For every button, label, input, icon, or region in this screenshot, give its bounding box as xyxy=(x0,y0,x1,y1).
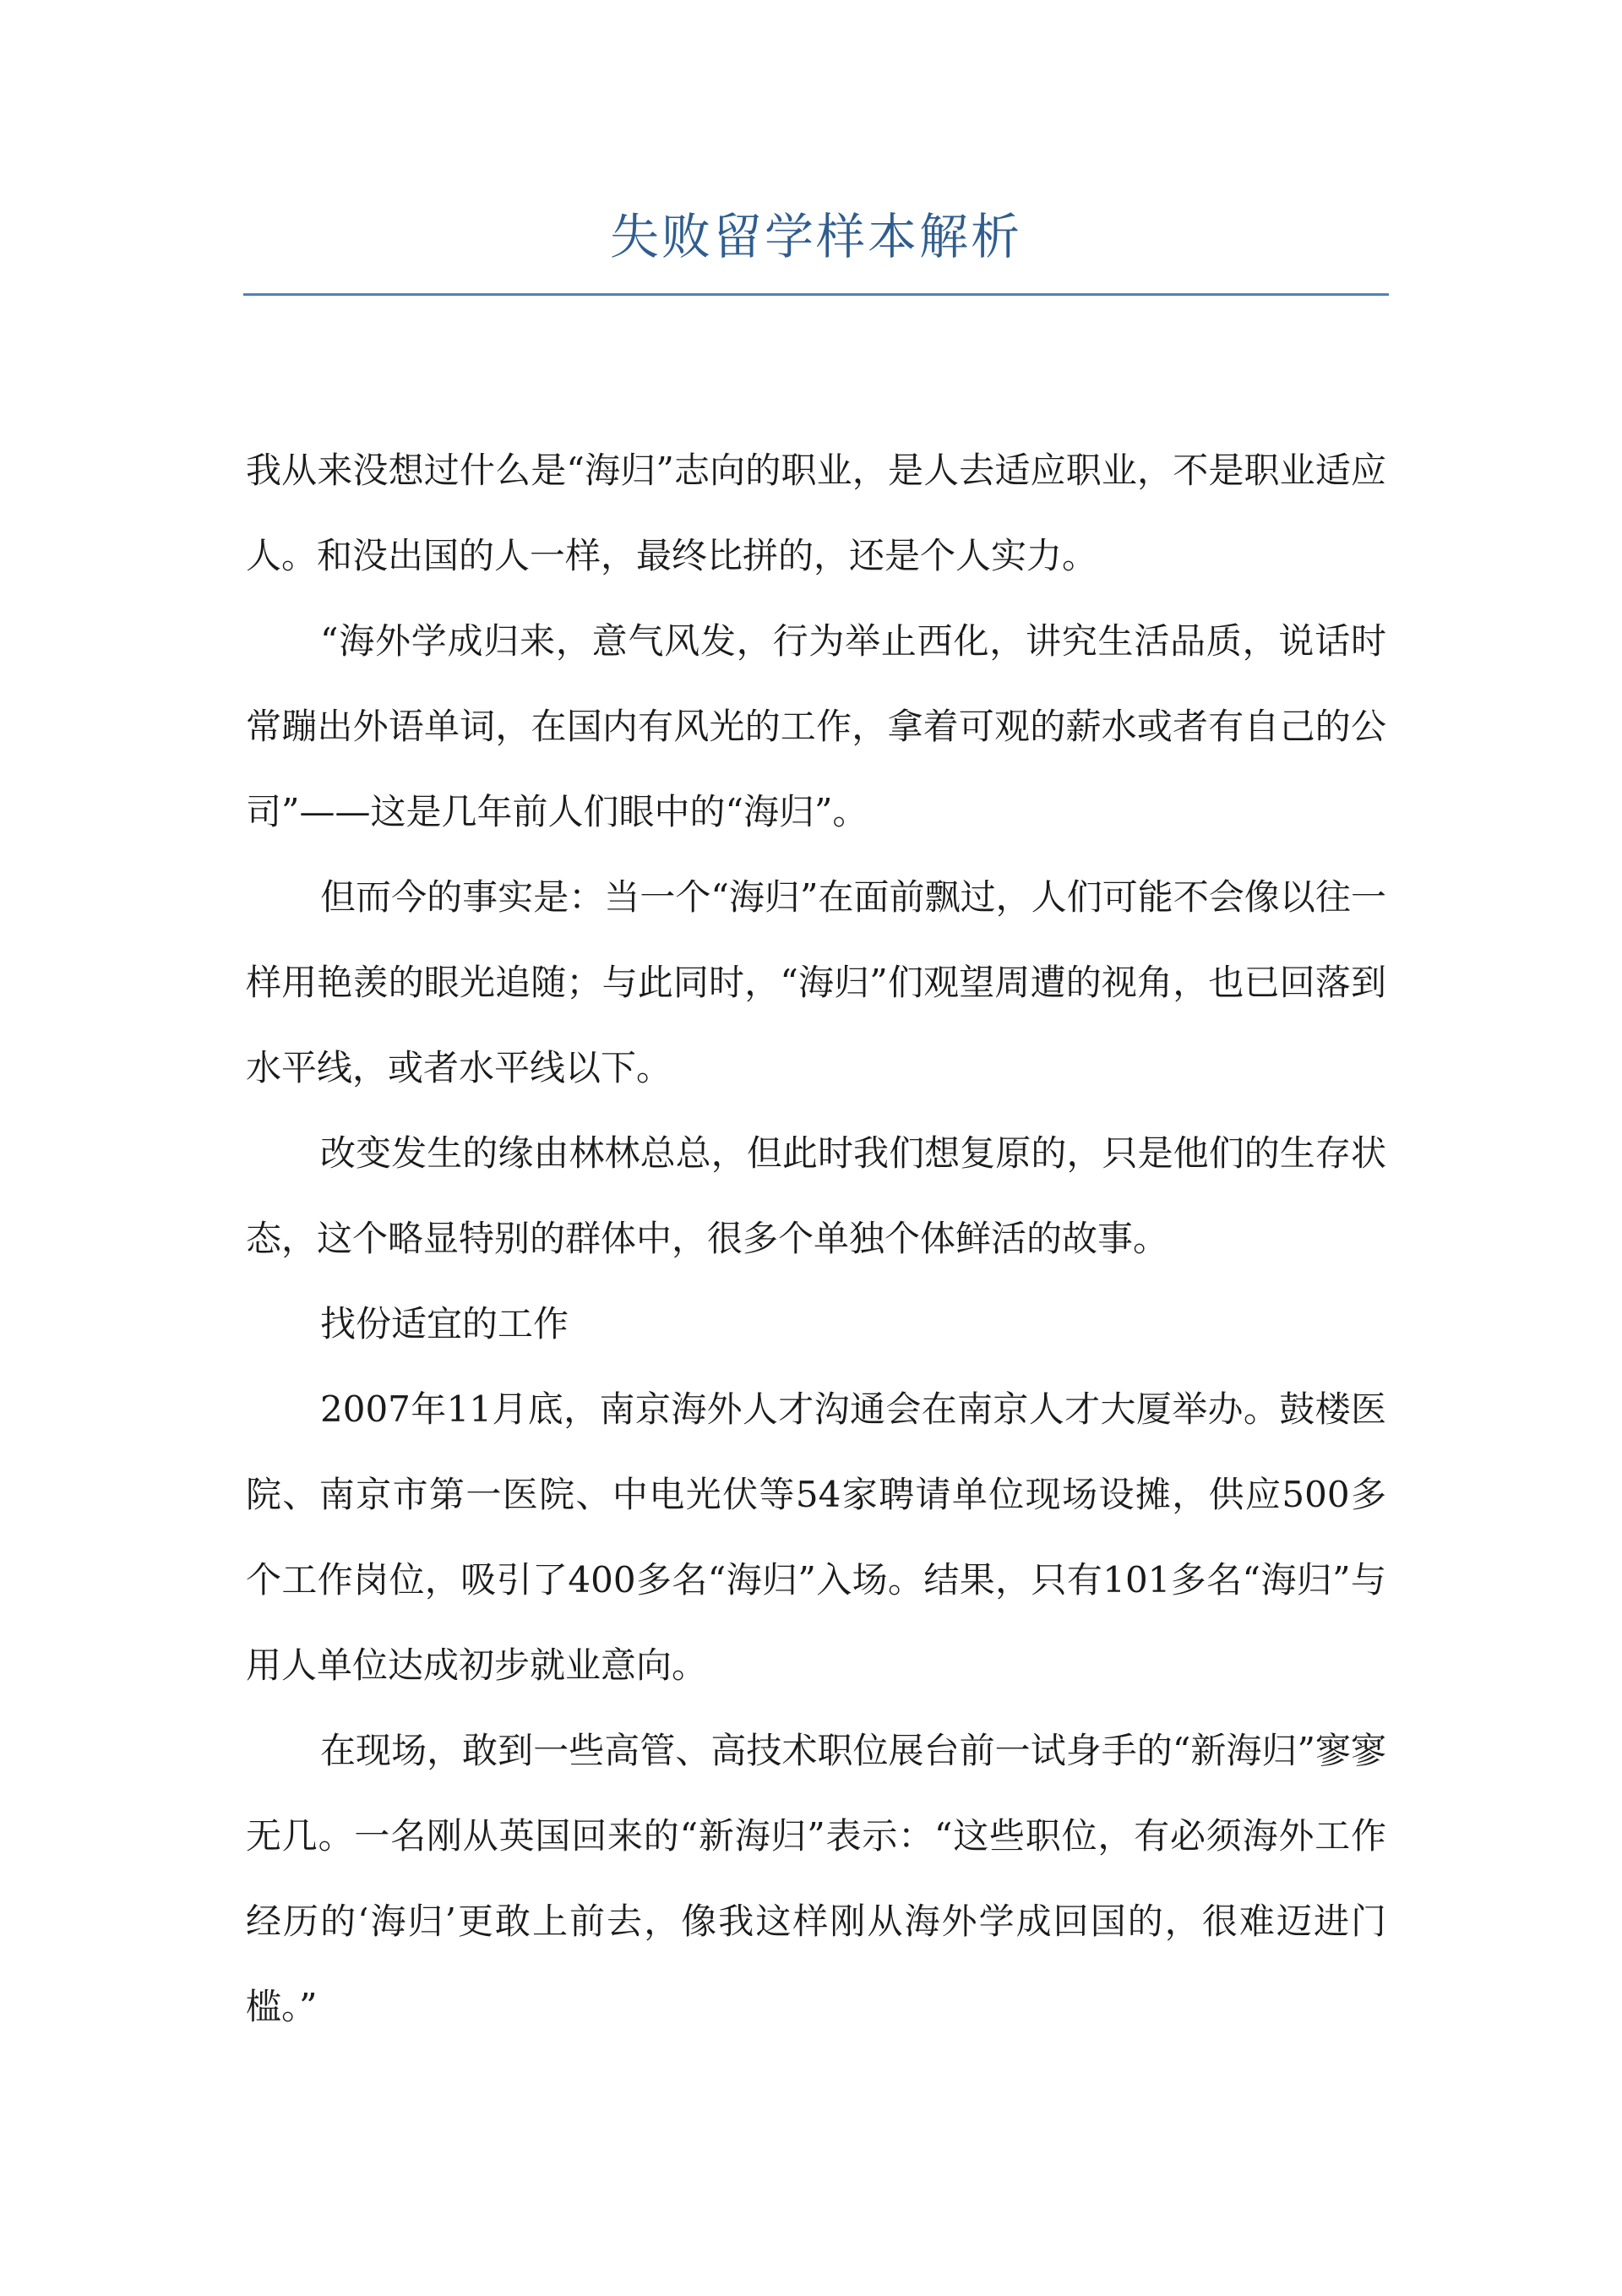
section-heading: 找份适宜的工作 xyxy=(320,1303,569,1344)
paragraph-4: 改变发生的缘由林林总总，但此时我们想复原的，只是他们的生存状态，这个略显特别的群体中，很多个单独个体鲜活的故事。 xyxy=(246,1132,1386,1259)
document-body xyxy=(246,428,1386,2049)
paragraph-5: 2007年11月底，南京海外人才沟通会在南京人才大厦举办。鼓楼医院、南京市第一医院、中电光伏等54家聘请单位现场设摊，供应500多个工作岗位，吸引了400多名“海归”入场。结果，只有101多名“海归”与用人单位达成初步就业意向。 xyxy=(246,1388,1386,1686)
paragraph-3: 但而今的事实是：当一个“海归”在面前飘过，人们可能不会像以往一样用艳羡的眼光追随；与此同时，“海归”们观望周遭的视角，也已回落到水平线，或者水平线以下。 xyxy=(246,876,1386,1088)
document-title: 失败留学样本解析 xyxy=(609,208,1022,265)
paragraph-1: 我从来没想过什么是“海归”志向的职业，是人去适应职业，不是职业适应人。和没出国的人一样，最终比拼的，还是个人实力。 xyxy=(246,450,1386,576)
paragraph-6: 在现场，敢到一些高管、高技术职位展台前一试身手的“新海归”寥寥无几。一名刚从英国回来的“新海归”表示：“这些职位，有必须海外工作经历的‘海归’更敢上前去，像我这样刚从海外学成回国的，很难迈进门槛。” xyxy=(246,1730,1386,2027)
paragraph-2: “海外学成归来，意气风发，行为举止西化，讲究生活品质，说话时常蹦出外语单词，在国内有风光的工作，拿着可观的薪水或者有自己的公司”——这是几年前人们眼中的“海归”。 xyxy=(246,620,1386,832)
title-divider xyxy=(243,293,1389,296)
